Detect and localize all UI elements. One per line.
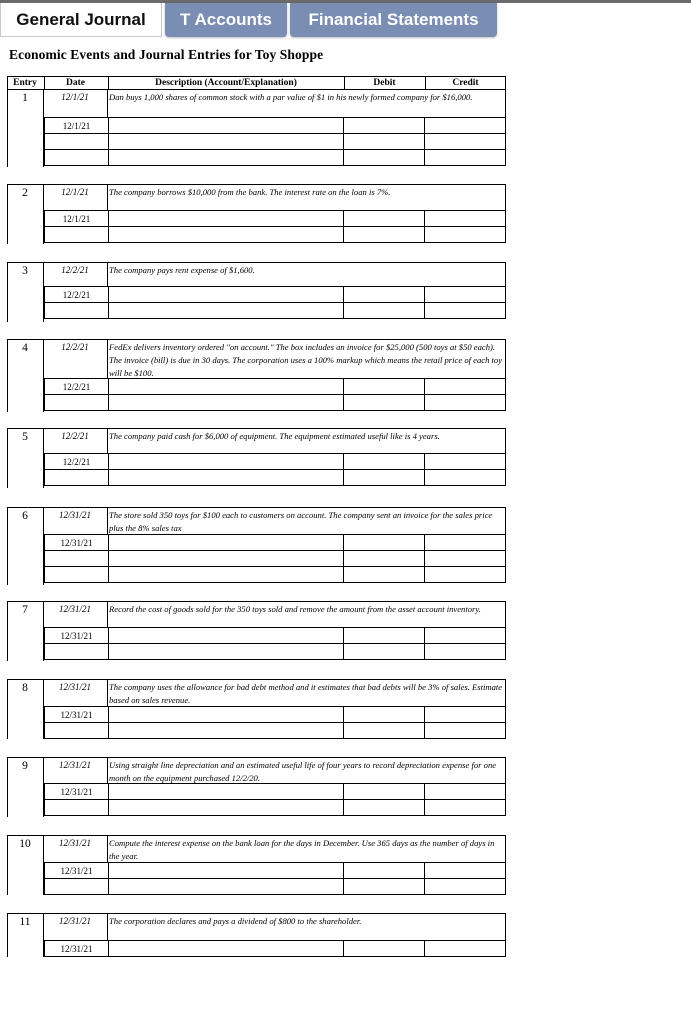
credit-input-cell[interactable] [425,379,506,395]
account-input-cell[interactable] [108,723,343,739]
entry-number: 8 [22,682,28,694]
entry-lines-table [44,940,506,957]
entry-right-border [505,913,506,940]
description-divider [107,428,108,453]
entry-right-border [505,184,506,210]
line-date-cell[interactable] [45,470,109,486]
entry-lines-table [44,453,506,486]
entry-lines-table [44,117,506,166]
line-date: 12/1/21 [45,211,109,227]
entry-description: Compute the interest expense on the bank loan for the days in December. Use 365 days as the number of days in the year. [109,838,495,861]
entry-description: The company uses the allowance for bad debt method and it estimates that bad debts will be 3% of sales. Estimate based on sales revenue. [109,682,503,705]
table-row [45,723,506,739]
table-row [45,118,506,134]
entry-number: 10 [19,838,31,850]
column-debit: Debit [373,77,396,88]
account-input-cell[interactable] [108,211,343,227]
entry-top-border [7,428,506,429]
debit-input-cell[interactable] [344,644,425,660]
account-input-cell[interactable] [108,287,343,303]
credit-input-cell[interactable] [425,470,506,486]
account-input-cell[interactable] [108,941,343,957]
debit-input-cell[interactable] [344,454,425,470]
credit-input-cell[interactable] [425,879,506,895]
debit-input-cell[interactable] [344,379,425,395]
entry-lines-table [44,210,506,243]
journal-entry [7,262,506,322]
entry-description: The store sold 350 toys for $100 each to customers on account. The company sent an invoice for the sales price plus the 8% sales tax [109,510,493,533]
entry-date: 12/1/21 [61,187,89,197]
table-row [45,800,506,816]
table-row [45,287,506,303]
journal-entry [7,601,506,661]
entry-top-border [7,835,506,836]
debit-input-cell[interactable] [344,628,425,644]
credit-input-cell[interactable] [425,211,506,227]
line-date: 12/1/21 [45,118,109,134]
journal-entry [7,339,506,412]
entry-description: The company borrows $10,000 from the bank. The interest rate on the loan is 7%. [109,187,391,197]
table-row [45,150,506,166]
description-divider [107,507,108,534]
debit-input-cell[interactable] [344,879,425,895]
entry-lines-table [44,534,506,583]
entry-number: 1 [22,92,28,104]
line-date-cell[interactable] [45,879,109,895]
account-input-cell[interactable] [108,707,343,723]
credit-input-cell[interactable] [425,303,506,319]
debit-input-cell[interactable] [344,863,425,879]
line-date-cell[interactable] [45,551,109,567]
table-row [45,379,506,395]
tab-financial-statements[interactable]: Financial Statements [290,3,497,37]
account-input-cell[interactable] [108,227,343,243]
entry-number: 5 [22,431,28,443]
entry-right-border [505,428,506,453]
entry-top-border [7,601,506,602]
credit-input-cell[interactable] [425,941,506,957]
line-date: 12/31/21 [45,535,109,551]
entry-top-border [7,339,506,340]
debit-input-cell[interactable] [344,551,425,567]
credit-input-cell[interactable] [425,454,506,470]
entry-top-border [7,913,506,914]
account-input-cell[interactable] [108,535,343,551]
entry-right-border [505,679,506,706]
entry-lines-table [44,783,506,816]
entry-date: 12/31/21 [58,604,91,614]
line-date-cell[interactable] [45,134,109,150]
entry-number: 6 [22,510,28,522]
entry-top-border [7,184,506,185]
entry-right-border [505,262,506,286]
line-date: 12/31/21 [45,863,109,879]
debit-input-cell[interactable] [344,535,425,551]
entry-right-border [505,507,506,534]
line-date-cell[interactable] [45,395,109,411]
account-input-cell[interactable] [108,628,343,644]
entry-right-border [505,835,506,862]
entry-date: 12/2/21 [61,342,89,352]
table-row [45,644,506,660]
journal-entry [7,428,506,488]
entry-date: 12/31/21 [58,838,91,848]
line-date-cell[interactable] [45,150,109,166]
description-divider [107,679,108,706]
table-row [45,551,506,567]
entry-date: 12/31/21 [58,916,91,926]
table-row [45,470,506,486]
entry-date: 12/31/21 [58,510,91,520]
entry-description: The corporation declares and pays a dividend of $800 to the shareholder. [109,916,362,926]
entry-number: 7 [22,604,28,616]
entry-description: FedEx delivers inventory ordered "on account." The box includes an invoice for $25,000 (500 toys at $50 each). The invoice (bill) is due in 30 days. The corporation uses a 100% markup which means the retail price of each toy will be $100. [109,342,503,378]
tab-t-accounts[interactable]: T Accounts [165,3,287,37]
credit-input-cell[interactable] [425,118,506,134]
line-date-cell[interactable] [45,644,109,660]
description-divider [107,913,108,940]
journal-entry [7,679,506,739]
entry-lines-table [44,627,506,660]
entry-description: Record the cost of goods sold for the 350 toys sold and remove the amount from the asset account inventory. [109,604,481,614]
credit-input-cell[interactable] [425,227,506,243]
line-date-cell[interactable] [45,723,109,739]
entry-right-border [505,601,506,627]
debit-input-cell[interactable] [344,707,425,723]
description-divider [107,757,108,783]
debit-input-cell[interactable] [344,118,425,134]
line-date-cell[interactable] [45,227,109,243]
account-input-cell[interactable] [108,134,343,150]
table-row [45,567,506,583]
account-input-cell[interactable] [108,470,343,486]
line-date: 12/31/21 [45,628,109,644]
table-row [45,941,506,957]
debit-input-cell[interactable] [344,287,425,303]
line-date-cell[interactable] [45,303,109,319]
credit-input-cell[interactable] [425,628,506,644]
table-row [45,784,506,800]
entry-lines-table [44,706,506,739]
credit-input-cell[interactable] [425,535,506,551]
entry-date: 12/2/21 [61,265,89,275]
line-date-cell[interactable] [45,800,109,816]
table-row [45,134,506,150]
debit-input-cell[interactable] [344,470,425,486]
account-input-cell[interactable] [108,395,343,411]
entry-top-border [7,757,506,758]
credit-input-cell[interactable] [425,551,506,567]
table-row [45,454,506,470]
entry-date: 12/2/21 [61,431,89,441]
table-row [45,707,506,723]
table-row [45,863,506,879]
entry-top-border [7,679,506,680]
credit-input-cell[interactable] [425,150,506,166]
entry-description: The company paid cash for $6,000 of equipment. The equipment estimated useful like is 4 years. [109,431,440,441]
account-input-cell[interactable] [108,644,343,660]
account-input-cell[interactable] [108,879,343,895]
debit-input-cell[interactable] [344,800,425,816]
entry-number: 4 [22,342,28,354]
entry-right-border [505,339,506,378]
entry-right-border [505,757,506,783]
debit-input-cell[interactable] [344,784,425,800]
column-date: Date [66,77,85,88]
account-input-cell[interactable] [108,784,343,800]
account-input-cell[interactable] [108,551,343,567]
column-credit: Credit [452,77,479,88]
credit-input-cell[interactable] [425,800,506,816]
debit-input-cell[interactable] [344,227,425,243]
table-row [45,879,506,895]
table-row [45,535,506,551]
credit-input-cell[interactable] [425,863,506,879]
description-divider [107,89,108,117]
journal-entry [7,835,506,895]
description-divider [107,835,108,862]
entry-number: 3 [22,265,28,277]
credit-input-cell[interactable] [425,567,506,583]
journal-entry [7,507,506,585]
line-date: 12/31/21 [45,941,109,957]
entry-top-border [7,262,506,263]
credit-input-cell[interactable] [425,134,506,150]
debit-input-cell[interactable] [344,941,425,957]
debit-input-cell[interactable] [344,395,425,411]
credit-input-cell[interactable] [425,644,506,660]
entry-date: 12/1/21 [61,92,89,102]
line-date: 12/31/21 [45,784,109,800]
account-input-cell[interactable] [108,800,343,816]
table-row [45,628,506,644]
tab-general-journal[interactable]: General Journal [0,3,162,37]
description-divider [107,184,108,210]
entry-number: 2 [22,187,28,199]
journal-entry [7,184,506,244]
credit-input-cell[interactable] [425,395,506,411]
entry-lines-table [44,378,506,411]
journal-entry [7,913,506,957]
debit-input-cell[interactable] [344,211,425,227]
credit-input-cell[interactable] [425,707,506,723]
tab-bar [0,3,691,39]
line-date: 12/2/21 [45,454,109,470]
credit-input-cell[interactable] [425,287,506,303]
column-entry: Entry [13,77,37,88]
entry-top-border [7,507,506,508]
entry-date: 12/31/21 [58,682,91,692]
entry-number: 9 [22,760,28,772]
credit-input-cell[interactable] [425,784,506,800]
debit-input-cell[interactable] [344,303,425,319]
account-input-cell[interactable] [108,150,343,166]
entry-description: Using straight line depreciation and an estimated useful life of four years to record depreciation expense for one month on the equipment purchased 12/2/20. [109,760,497,783]
table-row [45,395,506,411]
account-input-cell[interactable] [108,863,343,879]
journal-entry [7,89,506,167]
entry-description: Dan buys 1,000 shares of common stock with a par value of $1 in his newly formed company for $16,000. [109,92,473,102]
table-row [45,227,506,243]
debit-input-cell[interactable] [344,150,425,166]
credit-input-cell[interactable] [425,723,506,739]
description-divider [107,339,108,378]
description-divider [107,262,108,286]
entry-lines-table [44,286,506,319]
line-date: 12/31/21 [45,707,109,723]
account-input-cell[interactable] [108,454,343,470]
column-description: Description (Account/Explanation) [155,77,297,88]
table-row [45,303,506,319]
journal-entry [7,757,506,817]
entry-lines-table [44,862,506,895]
account-input-cell[interactable] [108,379,343,395]
entry-date: 12/31/21 [58,760,91,770]
page-title: Economic Events and Journal Entries for Toy Shoppe [9,47,324,62]
account-input-cell[interactable] [108,303,343,319]
description-divider [107,601,108,627]
debit-input-cell[interactable] [344,134,425,150]
line-date-cell[interactable] [45,567,109,583]
account-input-cell[interactable] [108,567,343,583]
entry-description: The company pays rent expense of $1,600. [109,265,255,275]
entry-number: 11 [19,916,31,928]
line-date: 12/2/21 [45,287,109,303]
debit-input-cell[interactable] [344,723,425,739]
table-row [45,211,506,227]
debit-input-cell[interactable] [344,567,425,583]
entry-right-border [505,89,506,117]
line-date: 12/2/21 [45,379,109,395]
account-input-cell[interactable] [108,118,343,134]
entry-top-border [7,89,506,90]
